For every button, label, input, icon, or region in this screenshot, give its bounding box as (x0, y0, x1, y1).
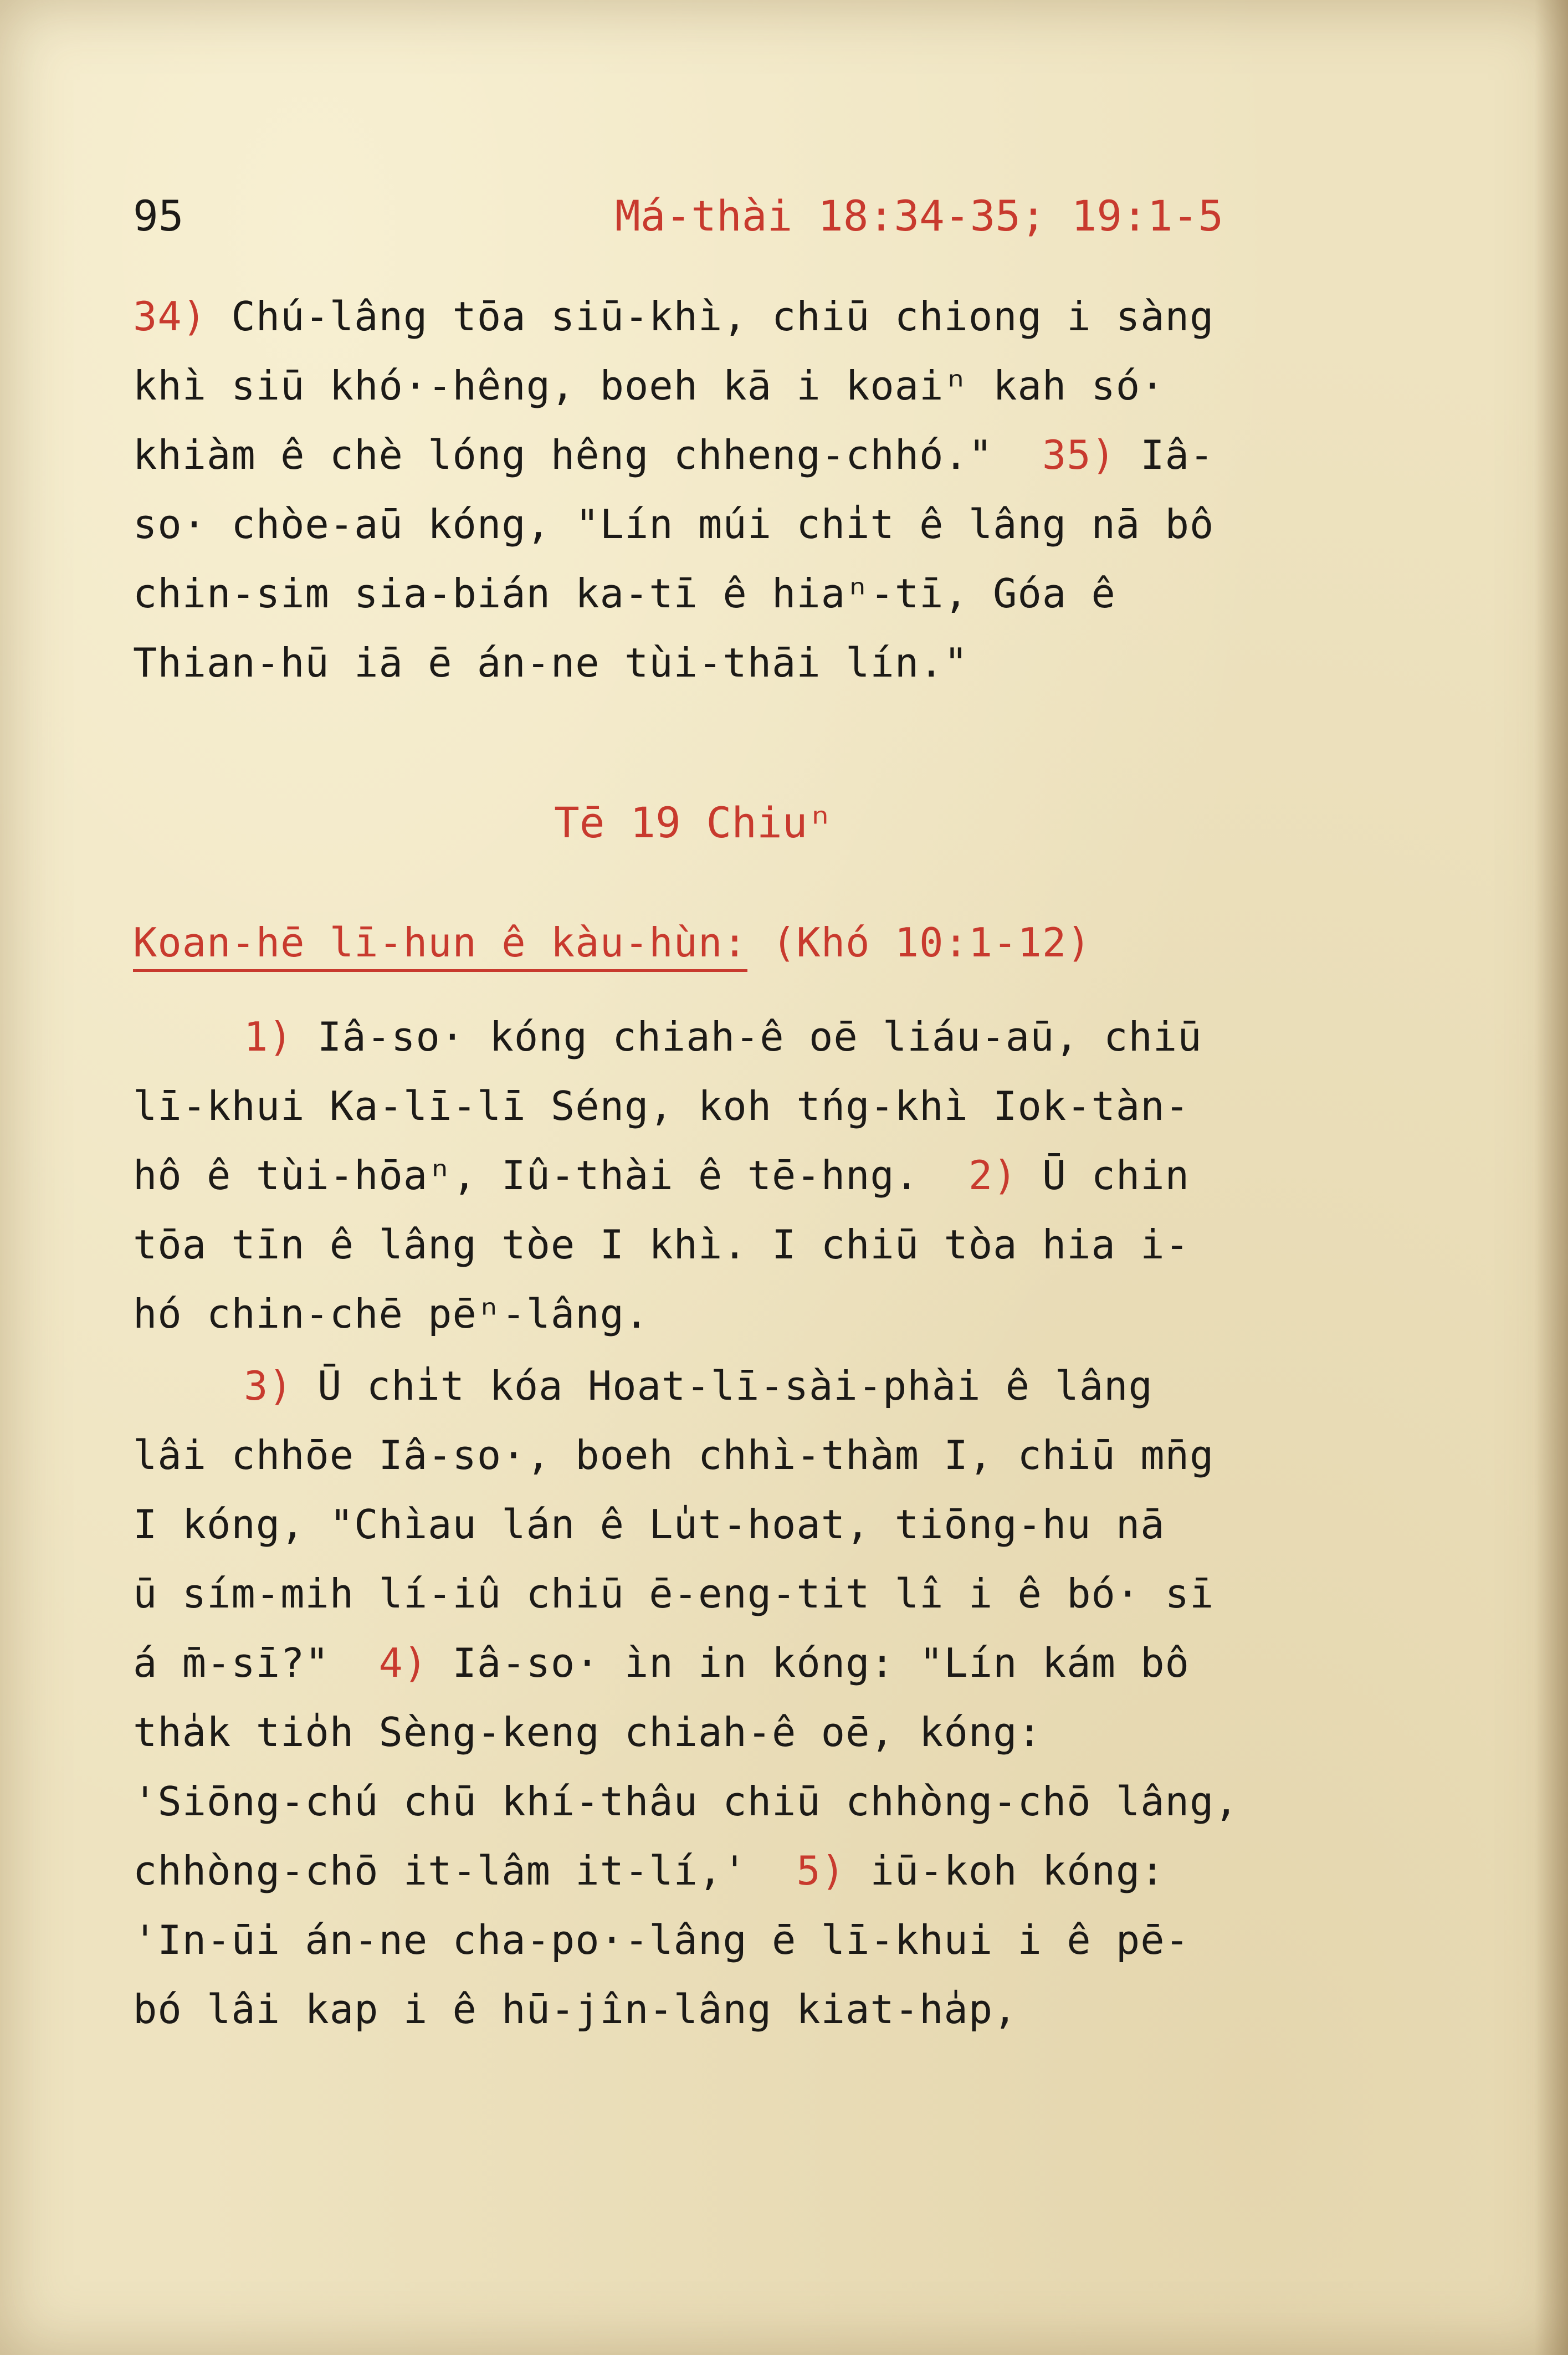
line-text: Iâ-so· kóng chiah-ê oē liáu-aū, chiū (293, 1013, 1202, 1060)
line-text: tōa tīn ê lâng tòe I khì. I chiū tòa hia i- (133, 1221, 1190, 1268)
verse-number: 5) (796, 1847, 846, 1894)
text-line (133, 1778, 1239, 1825)
text-line (133, 1847, 1165, 1894)
line-text: chhòng-chō it-lâm it-lí,' (133, 1847, 797, 1894)
verse-number: 34) (133, 293, 207, 340)
line-text: á m̄-sī?" (133, 1640, 379, 1686)
text-line (133, 432, 1215, 478)
line-text: iū-koh kóng: (846, 1847, 1165, 1894)
line-text: hô ê tùi-hōaⁿ, Iû-thài ê tē-hng. (133, 1152, 969, 1199)
verse-number: 4) (378, 1640, 428, 1686)
line-text: bó lâi kap i ê hū-jîn-lâng kiat-ha̍p, (133, 1986, 1018, 2033)
text-line (133, 1570, 1215, 1617)
section-heading: Koan-hē lī-hun ê kàu-hùn: (133, 919, 747, 972)
line-text: ū sím-mih lí-iû chiū ē-eng-tit lî i ê bó· sī (133, 1570, 1215, 1617)
text-line (133, 1501, 1165, 1548)
verse-number: 2) (968, 1152, 1018, 1199)
text-line (133, 1083, 1190, 1129)
line-text: 'In-ūi án-ne cha-po·-lâng ē lī-khui i ê pē- (133, 1917, 1190, 1963)
line-text: khì siū khó·-hêng, boeh kā i koaiⁿ kah só· (133, 362, 1165, 409)
line-text: Ū chi̍t kóa Hoat-lī-sài-phài ê lâng (293, 1363, 1153, 1409)
line-text: lâi chhōe Iâ-so·, boeh chhì-thàm I, chiū mn̄g (133, 1432, 1215, 1478)
page-reference: Má-thài 18:34-35; 19:1-5 (615, 191, 1224, 240)
line-text: Ū chin (1017, 1152, 1190, 1199)
text-line (133, 1986, 1018, 2033)
text-line (133, 639, 969, 686)
line-text: Chú-lâng tōa siū-khì, chiū chiong i sàng (207, 293, 1215, 340)
text-line (133, 1640, 1190, 1686)
section-heading-line (133, 919, 1092, 966)
line-text: Thian-hū iā ē án-ne tùi-thāi lín." (133, 639, 969, 686)
chapter-title: Tē 19 Chiuⁿ (554, 798, 833, 847)
line-text: so· chòe-aū kóng, "Lín múi chi̍t ê lâng nā bô (133, 501, 1215, 547)
verse-number: 1) (244, 1013, 293, 1060)
text-line (133, 1432, 1215, 1478)
cross-reference (747, 919, 772, 966)
line-text: I kóng, "Chìau lán ê Lu̍t-hoat, tiōng-hu nā (133, 1501, 1165, 1548)
line-text: chin-sim sia-bián ka-tī ê hiaⁿ-tī, Góa ê (133, 570, 1116, 617)
line-text: 'Siōng-chú chū khí-thâu chiū chhòng-chō lâng, (133, 1778, 1239, 1825)
text-line (133, 1291, 649, 1337)
line-text: khiàm ê chè lóng hêng chheng-chhó." (133, 432, 1042, 478)
text-line (244, 1363, 1153, 1409)
text-line (133, 1152, 1190, 1199)
page-number: 95 (133, 191, 184, 240)
text-line (244, 1013, 1202, 1060)
text-line (133, 570, 1116, 617)
cross-reference: (Khó 10:1-12) (772, 919, 1092, 966)
line-text: Iâ-so· ìn in kóng: "Lín kám bô (428, 1640, 1190, 1686)
text-line (133, 1221, 1190, 1268)
text-line (133, 501, 1215, 547)
line-text: hó chin-chē pēⁿ-lâng. (133, 1291, 649, 1337)
verse-number: 3) (244, 1363, 293, 1409)
line-text: Iâ- (1115, 432, 1215, 478)
text-line (133, 1709, 1042, 1755)
verse-number: 35) (1042, 432, 1116, 478)
text-line (133, 362, 1165, 409)
text-line (133, 1917, 1190, 1963)
line-text: tha̍k tio̍h Sèng-keng chiah-ê oē, kóng: (133, 1709, 1042, 1755)
line-text: lī-khui Ka-lī-lī Séng, koh tńg-khì Iok-tàn- (133, 1083, 1190, 1129)
text-line (133, 293, 1215, 340)
page-edge-shadow (1535, 0, 1568, 2355)
